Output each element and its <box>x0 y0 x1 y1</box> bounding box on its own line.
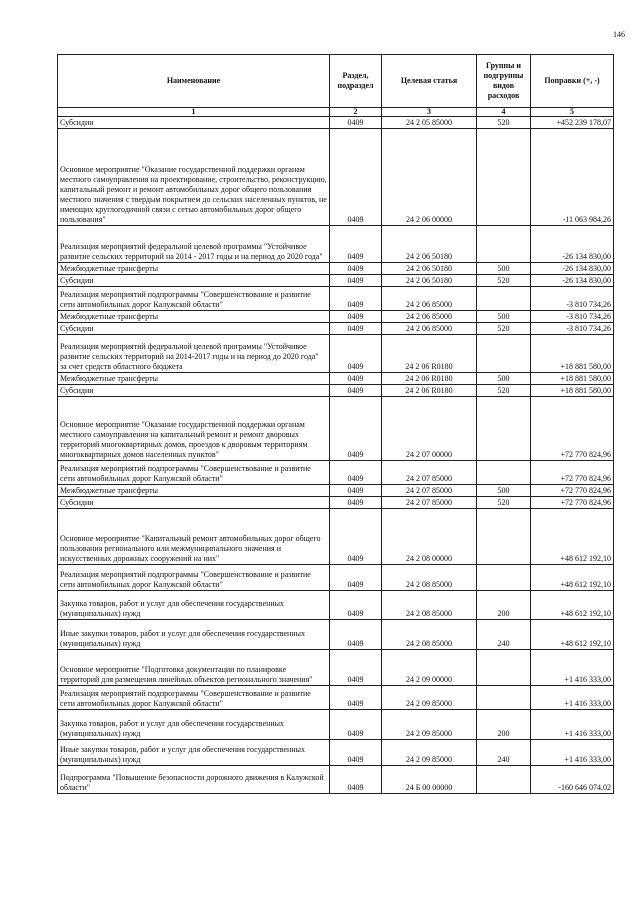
row-section: 0409 <box>330 509 382 565</box>
row-target: 24 2 09 85000 <box>382 740 477 766</box>
row-section: 0409 <box>330 710 382 740</box>
budget-table <box>57 54 614 794</box>
row-group: 520 <box>477 385 531 397</box>
row-amount: +1 416 333,00 <box>531 740 614 766</box>
row-group: 520 <box>477 275 531 287</box>
table-row <box>58 397 614 461</box>
row-amount: +1 416 333,00 <box>531 650 614 686</box>
row-section: 0409 <box>330 335 382 373</box>
column-number: 3 <box>382 108 477 117</box>
row-target: 24 2 08 00000 <box>382 509 477 565</box>
row-name: Иные закупки товаров, работ и услуг для обеспечения государственных (муниципальных) нужд <box>58 740 330 766</box>
row-target: 24 2 07 85000 <box>382 497 477 509</box>
row-amount: +18 881 580,00 <box>531 373 614 385</box>
table-row <box>58 461 614 485</box>
row-section: 0409 <box>330 311 382 323</box>
table-row <box>58 766 614 794</box>
row-target: 24 2 06 50180 <box>382 226 477 263</box>
row-section: 0409 <box>330 620 382 650</box>
row-target: 24 2 08 85000 <box>382 591 477 620</box>
row-target: 24 2 09 85000 <box>382 710 477 740</box>
row-group: 240 <box>477 620 531 650</box>
row-group: 500 <box>477 263 531 275</box>
row-section: 0409 <box>330 461 382 485</box>
column-number: 2 <box>330 108 382 117</box>
row-group <box>477 397 531 461</box>
row-section: 0409 <box>330 397 382 461</box>
row-amount: -3 810 734,26 <box>531 323 614 335</box>
row-target: 24 2 07 85000 <box>382 461 477 485</box>
table-row <box>58 591 614 620</box>
row-name: Основное мероприятие "Капитальный ремонт автомобильных дорог общего пользования регионального или межмуниципального значения и искусственных дорожных сооружений на них" <box>58 509 330 565</box>
row-name: Субсидии <box>58 275 330 287</box>
row-amount: -3 810 734,26 <box>531 287 614 311</box>
row-target: 24 2 06 R0180 <box>382 385 477 397</box>
row-amount: +18 881 580,00 <box>531 335 614 373</box>
row-name: Закупка товаров, работ и услуг для обеспечения государственных (муниципальных) нужд <box>58 591 330 620</box>
row-target: 24 2 09 00000 <box>382 650 477 686</box>
header-name: Наименование <box>58 55 330 108</box>
row-group: 500 <box>477 311 531 323</box>
row-name: Основное мероприятие "Подготовка документации по планировке территорий для размещения линейных объектов регионального значения" <box>58 650 330 686</box>
row-section: 0409 <box>330 373 382 385</box>
row-group: 200 <box>477 591 531 620</box>
table-row <box>58 497 614 509</box>
table-row <box>58 620 614 650</box>
row-amount: +48 612 192,10 <box>531 620 614 650</box>
table-row <box>58 385 614 397</box>
row-section: 0409 <box>330 323 382 335</box>
row-name: Субсидии <box>58 385 330 397</box>
row-amount: +48 612 192,10 <box>531 565 614 591</box>
row-amount: -3 810 734,26 <box>531 311 614 323</box>
header-groups: Группы и подгруппы видов расходов <box>477 55 531 108</box>
table-row <box>58 263 614 275</box>
row-amount: +18 881 580,00 <box>531 385 614 397</box>
table-row <box>58 565 614 591</box>
table-row <box>58 710 614 740</box>
row-section: 0409 <box>330 740 382 766</box>
row-section: 0409 <box>330 287 382 311</box>
row-section: 0409 <box>330 226 382 263</box>
table-row <box>58 509 614 565</box>
table-row <box>58 485 614 497</box>
row-name: Межбюджетные трансферты <box>58 311 330 323</box>
table-row <box>58 226 614 263</box>
row-section: 0409 <box>330 565 382 591</box>
row-group <box>477 461 531 485</box>
row-target: 24 2 09 85000 <box>382 686 477 710</box>
row-group: 520 <box>477 497 531 509</box>
header-target: Целевая статья <box>382 55 477 108</box>
row-section: 0409 <box>330 129 382 226</box>
row-name: Иные закупки товаров, работ и услуг для обеспечения государственных (муниципальных) нужд <box>58 620 330 650</box>
row-name: Реализация мероприятий федеральной целевой программы "Устойчивое развитие сельских территорий на 2014 - 2017 годы и на период до 2020 года" <box>58 226 330 263</box>
row-section: 0409 <box>330 385 382 397</box>
table-row <box>58 287 614 311</box>
row-section: 0409 <box>330 650 382 686</box>
row-amount: +48 612 192,10 <box>531 509 614 565</box>
row-name: Субсидии <box>58 497 330 509</box>
row-amount: -26 134 830,00 <box>531 226 614 263</box>
row-target: 24 2 06 85000 <box>382 311 477 323</box>
row-name: Реализация мероприятий подпрограммы "Совершенствование и развитие сети автомобильных дорог Калужской области" <box>58 565 330 591</box>
row-name: Межбюджетные трансферты <box>58 373 330 385</box>
row-amount: -26 134 830,00 <box>531 275 614 287</box>
row-section: 0409 <box>330 117 382 129</box>
row-target: 24 Б 00 00000 <box>382 766 477 794</box>
table-row <box>58 129 614 226</box>
row-name: Реализация мероприятий подпрограммы "Совершенствование и развитие сети автомобильных дорог Калужской области" <box>58 461 330 485</box>
row-section: 0409 <box>330 766 382 794</box>
row-amount: +48 612 192,10 <box>531 591 614 620</box>
column-number: 1 <box>58 108 330 117</box>
row-group: 520 <box>477 117 531 129</box>
row-section: 0409 <box>330 497 382 509</box>
row-target: 24 2 05 85000 <box>382 117 477 129</box>
row-name: Основное мероприятие "Оказание государственной поддержки органам местного самоуправления на капитальный ремонт и ремонт дворовых территорий многоквартирных домов, проездов к дворовым территориям многоквартирных домов населенных пунктов" <box>58 397 330 461</box>
row-target: 24 2 08 85000 <box>382 620 477 650</box>
row-group <box>477 650 531 686</box>
table-row <box>58 323 614 335</box>
row-amount: +1 416 333,00 <box>531 686 614 710</box>
row-amount: -11 063 984,26 <box>531 129 614 226</box>
row-target: 24 2 07 85000 <box>382 485 477 497</box>
row-section: 0409 <box>330 485 382 497</box>
table-row <box>58 373 614 385</box>
row-target: 24 2 07 00000 <box>382 397 477 461</box>
row-group: 200 <box>477 710 531 740</box>
row-section: 0409 <box>330 275 382 287</box>
table-row <box>58 740 614 766</box>
row-name: Межбюджетные трансферты <box>58 485 330 497</box>
row-name: Подпрограмма "Повышение безопасности дорожного движения в Калужской области" <box>58 766 330 794</box>
table-row <box>58 311 614 323</box>
table-row <box>58 117 614 129</box>
row-group: 240 <box>477 740 531 766</box>
row-section: 0409 <box>330 591 382 620</box>
row-group: 500 <box>477 485 531 497</box>
row-amount: -160 646 074,02 <box>531 766 614 794</box>
row-target: 24 2 08 85000 <box>382 565 477 591</box>
row-group: 520 <box>477 323 531 335</box>
row-name: Закупка товаров, работ и услуг для обеспечения государственных (муниципальных) нужд <box>58 710 330 740</box>
table-row <box>58 650 614 686</box>
row-amount: +72 770 824,96 <box>531 497 614 509</box>
page-number: 146 <box>613 30 625 39</box>
row-group <box>477 226 531 263</box>
header-section: Раздел, подраздел <box>330 55 382 108</box>
row-group <box>477 509 531 565</box>
row-section: 0409 <box>330 686 382 710</box>
row-target: 24 2 06 85000 <box>382 323 477 335</box>
table-row <box>58 335 614 373</box>
column-numbers-row <box>58 108 614 117</box>
row-target: 24 2 06 R0180 <box>382 373 477 385</box>
row-target: 24 2 06 00000 <box>382 129 477 226</box>
column-number: 5 <box>531 108 614 117</box>
row-target: 24 2 06 R0180 <box>382 335 477 373</box>
row-name: Субсидии <box>58 323 330 335</box>
row-amount: +1 416 333,00 <box>531 710 614 740</box>
row-group <box>477 287 531 311</box>
table-row <box>58 686 614 710</box>
table-row <box>58 275 614 287</box>
row-target: 24 2 06 85000 <box>382 287 477 311</box>
row-section: 0409 <box>330 263 382 275</box>
row-amount: +452 239 178,07 <box>531 117 614 129</box>
row-amount: -26 134 830,00 <box>531 263 614 275</box>
row-target: 24 2 06 50180 <box>382 263 477 275</box>
row-group <box>477 129 531 226</box>
row-group <box>477 766 531 794</box>
row-group <box>477 565 531 591</box>
header-amendments: Поправки (+, -) <box>531 55 614 108</box>
row-name: Основное мероприятие "Оказание государственной поддержки органам местного самоуправления на проектирование, строительство, реконструкцию, капитальный ремонт и ремонт автомобильных дорог общего пользования местного значения с твердым покрытием до сельских населенных пунктов, не имеющих круглогодичной связи с сетью автомобильных дорог общего пользования" <box>58 129 330 226</box>
row-name: Реализация мероприятий подпрограммы "Совершенствование и развитие сети автомобильных дорог Калужской области" <box>58 287 330 311</box>
row-name: Реализация мероприятий федеральной целевой программы "Устойчивое развитие сельских территорий на 2014-2017 годы и на период до 2020 года" за счет средств областного бюджета <box>58 335 330 373</box>
row-amount: +72 770 824,96 <box>531 485 614 497</box>
row-amount: +72 770 824,96 <box>531 461 614 485</box>
row-group <box>477 686 531 710</box>
row-group: 500 <box>477 373 531 385</box>
row-name: Реализация мероприятий подпрограммы "Совершенствование и развитие сети автомобильных дорог Калужской области" <box>58 686 330 710</box>
row-target: 24 2 06 50180 <box>382 275 477 287</box>
table-header-row <box>58 55 614 108</box>
row-name: Субсидии <box>58 117 330 129</box>
row-amount: +72 770 824,96 <box>531 397 614 461</box>
row-group <box>477 335 531 373</box>
row-name: Межбюджетные трансферты <box>58 263 330 275</box>
column-number: 4 <box>477 108 531 117</box>
